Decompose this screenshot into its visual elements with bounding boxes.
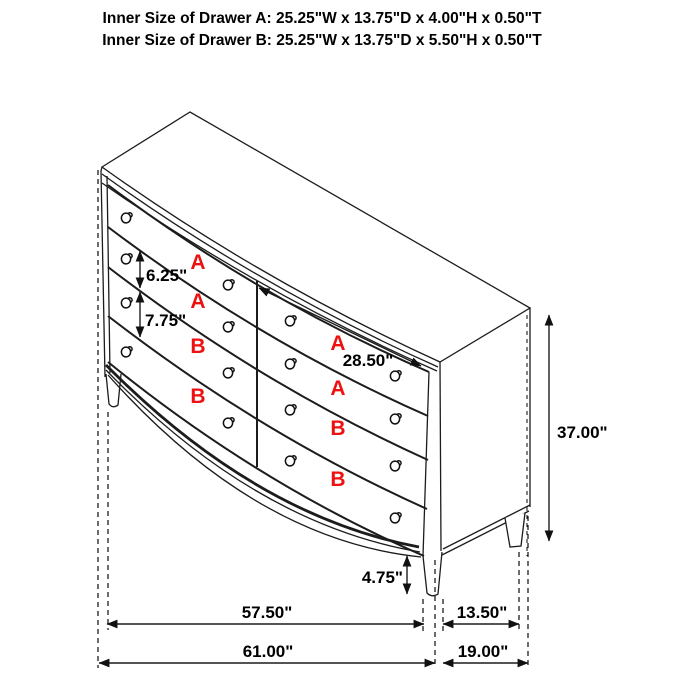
label-left-drawer-2: A xyxy=(190,290,206,313)
left-edge-inner-line xyxy=(107,176,110,373)
knob-left-a2-l xyxy=(121,254,132,264)
knob-left-b1-l xyxy=(121,298,132,308)
front-right-corner-edge xyxy=(440,362,441,551)
knob-left-b1-r xyxy=(223,368,234,378)
dim-text-drawer-b-height: 7.75" xyxy=(145,311,187,330)
knob-left-a2-r xyxy=(223,322,234,332)
dim-text-drawer-width: 28.50" xyxy=(342,351,394,370)
knob-left-b2-l xyxy=(121,347,132,357)
dresser-top xyxy=(102,112,530,371)
label-right-drawer-1: A xyxy=(330,332,346,355)
dim-text-front-leg-span: 57.50" xyxy=(241,603,293,622)
knob-right-b1-r xyxy=(390,461,401,471)
knob-right-a1-l xyxy=(285,316,296,326)
label-right-drawer-3: B xyxy=(330,417,346,440)
inner-size-drawer-b-text: Inner Size of Drawer B: 25.25"W x 13.75"D x 5.50"H x 0.50"T xyxy=(102,32,542,49)
knob-right-a2-l xyxy=(285,359,296,369)
knob-right-b2-l xyxy=(285,456,296,466)
knob-right-b2-r xyxy=(390,513,401,523)
header xyxy=(102,10,542,49)
dim-text-side-leg-span: 13.50" xyxy=(456,603,508,622)
label-right-drawer-4: B xyxy=(330,468,346,491)
knob-left-a1-r xyxy=(223,280,234,290)
label-left-drawer-1: A xyxy=(190,251,206,274)
knob-right-b1-l xyxy=(285,405,296,415)
drawer-line-bottom xyxy=(108,362,424,556)
knob-left-a1-l xyxy=(121,213,132,223)
dim-text-overall-width: 61.00" xyxy=(242,642,294,661)
dim-text-leg-height: 4.75" xyxy=(361,568,403,587)
dim-text-drawer-a-height: 6.25" xyxy=(146,266,188,285)
label-left-drawer-4: B xyxy=(190,385,206,408)
knob-right-a2-r xyxy=(390,414,401,424)
front-right-stile-line xyxy=(423,372,429,556)
dim-text-overall-depth: 19.00" xyxy=(457,642,509,661)
label-left-drawer-3: B xyxy=(190,335,206,358)
knob-left-b2-r xyxy=(223,418,234,428)
dim-text-overall-height: 37.00" xyxy=(557,423,608,442)
rear-right-leg xyxy=(505,513,525,547)
label-right-drawer-2: A xyxy=(330,377,346,400)
knob-right-a1-r xyxy=(390,371,401,381)
base-molding-line-1 xyxy=(106,365,419,547)
front-right-leg xyxy=(423,552,442,596)
inner-size-drawer-a-text: Inner Size of Drawer A: 25.25"W x 13.75"D x 4.00"H x 0.50"T xyxy=(102,10,542,27)
left-edge-outer-line xyxy=(101,167,105,377)
front-bottom-edge xyxy=(108,375,421,557)
